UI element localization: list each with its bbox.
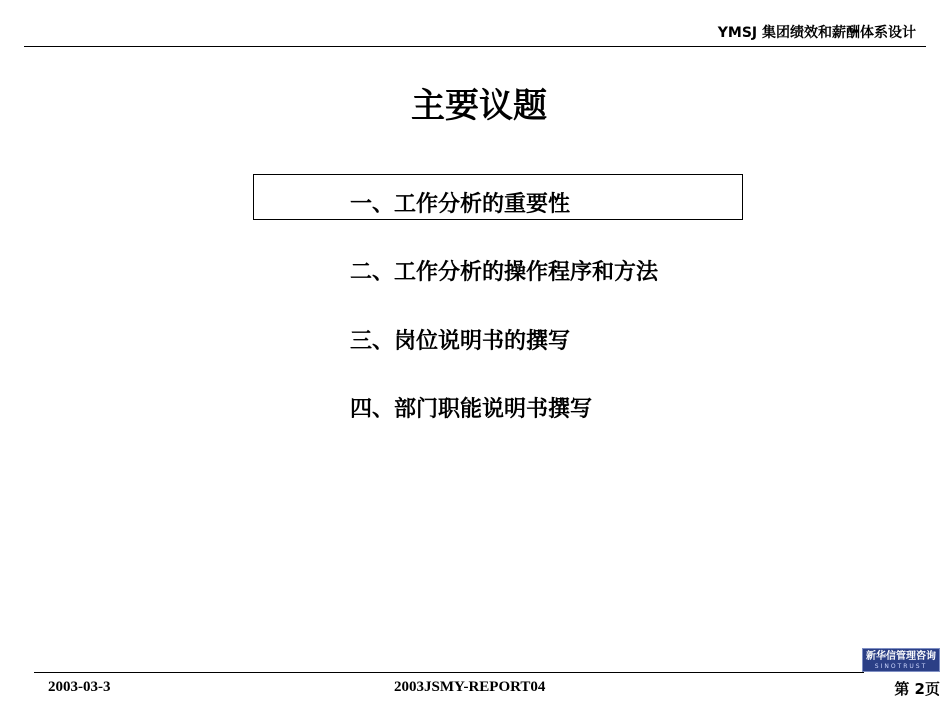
page-number: 第 2页 bbox=[894, 680, 940, 698]
header-divider bbox=[24, 46, 926, 47]
agenda-item-2[interactable]: 二、工作分析的操作程序和方法 bbox=[350, 260, 659, 285]
footer-report-code: 2003JSMY-REPORT04 bbox=[394, 679, 546, 695]
logo-chinese-text: 新华信管理咨询 bbox=[866, 650, 936, 662]
agenda-item-1[interactable]: 一、工作分析的重要性 bbox=[350, 192, 571, 217]
footer-date: 2003-03-3 bbox=[48, 679, 111, 695]
page-title: 主要议题 bbox=[411, 86, 547, 126]
company-logo bbox=[862, 648, 940, 672]
header-title: YMSJ 集团绩效和薪酬体系设计 bbox=[717, 25, 916, 41]
logo-english-text: SINOTRUST bbox=[874, 662, 928, 670]
agenda-item-3[interactable]: 三、岗位说明书的撰写 bbox=[350, 329, 571, 354]
footer-divider bbox=[34, 672, 864, 673]
agenda-item-4[interactable]: 四、部门职能说明书撰写 bbox=[350, 397, 593, 422]
